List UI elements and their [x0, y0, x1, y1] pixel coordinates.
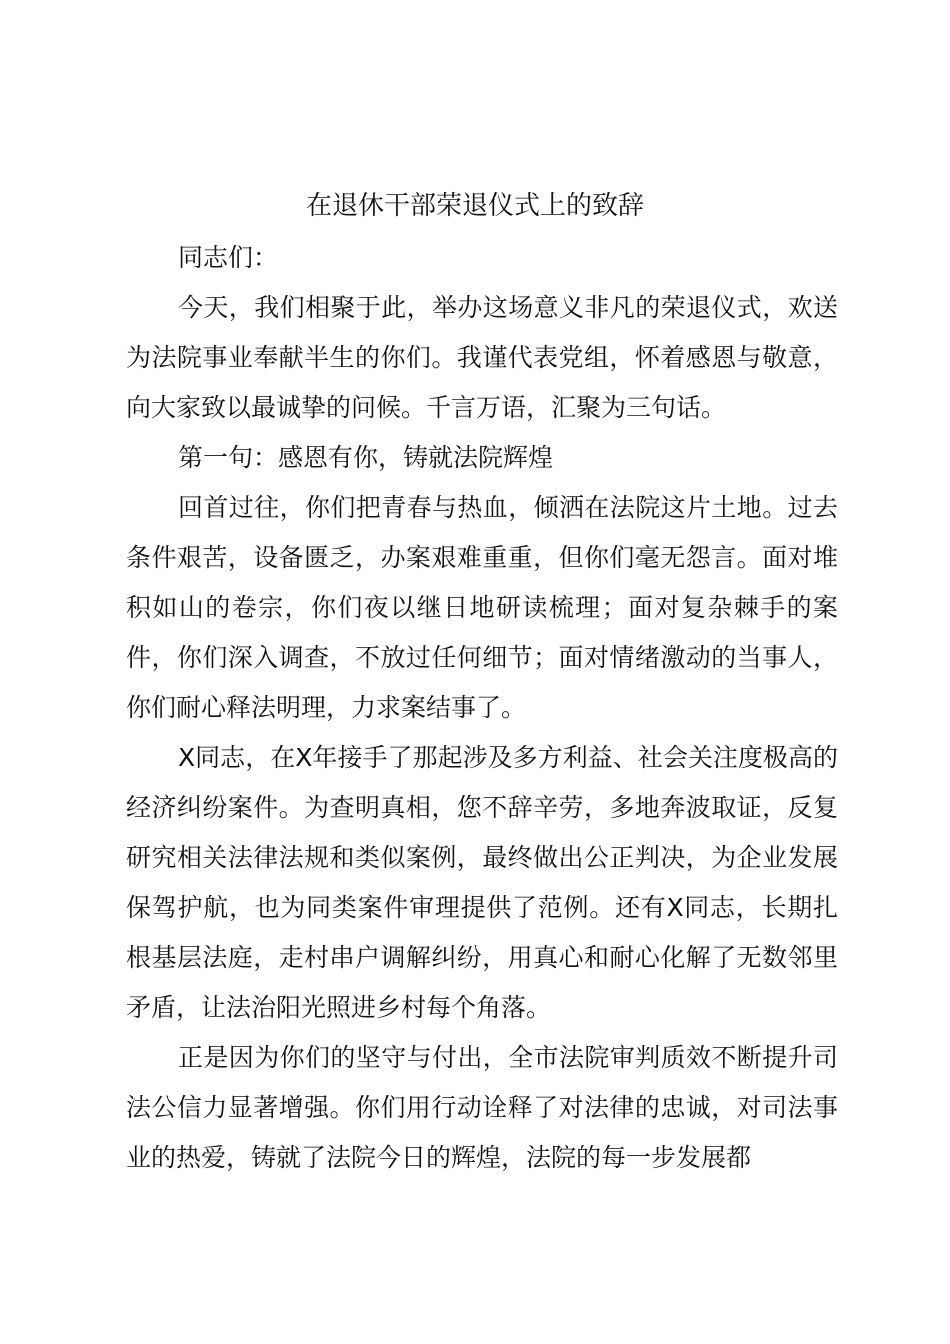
document-title: 在退休干部荣退仪式上的致辞	[305, 191, 644, 221]
salutation-paragraph: 同志们：	[178, 243, 279, 272]
body-paragraph: X同志，在X年接手了那起涉及多方利益、社会关注度极高的经济纠纷案件。为查明真相，您不辞辛劳，多地奔波取证，反复研究相关法律法规和类似案例，最终做出公正判决，为企业发展保驾护航，也为同类案件审理提供了范例。还有X同志，长期扎根基层法庭，走村串户调解纠纷，用真心和耐心化解了无数邻里矛盾，让法治阳光照进乡村每个角落。	[126, 743, 838, 1022]
intro-paragraph: 今天，我们相聚于此，举办这场意义非凡的荣退仪式，欢送为法院事业奉献半生的你们。我谨代表党组，怀着感恩与敬意，向大家致以最诚挚的问候。千言万语，汇聚为三句话。	[126, 293, 838, 422]
section-heading: 第一句：感恩有你，铸就法院辉煌	[178, 443, 554, 472]
body-paragraph: 回首过往，你们把青春与热血，倾洒在法院这片土地。过去条件艰苦，设备匮乏，办案艰难重重，但你们毫无怨言。面对堆积如山的卷宗，你们夜以继日地研读梳理；面对复杂棘手的案件，你们深入调查，不放过任何细节；面对情绪激动的当事人，你们耐心释法明理，力求案结事了。	[126, 493, 838, 722]
document-body	[126, 233, 838, 1183]
body-paragraph: 正是因为你们的坚守与付出，全市法院审判质效不断提升司法公信力显著增强。你们用行动诠释了对法律的忠诚，对司法事业的热爱，铸就了法院今日的辉煌，法院的每一步发展都	[126, 1043, 838, 1172]
